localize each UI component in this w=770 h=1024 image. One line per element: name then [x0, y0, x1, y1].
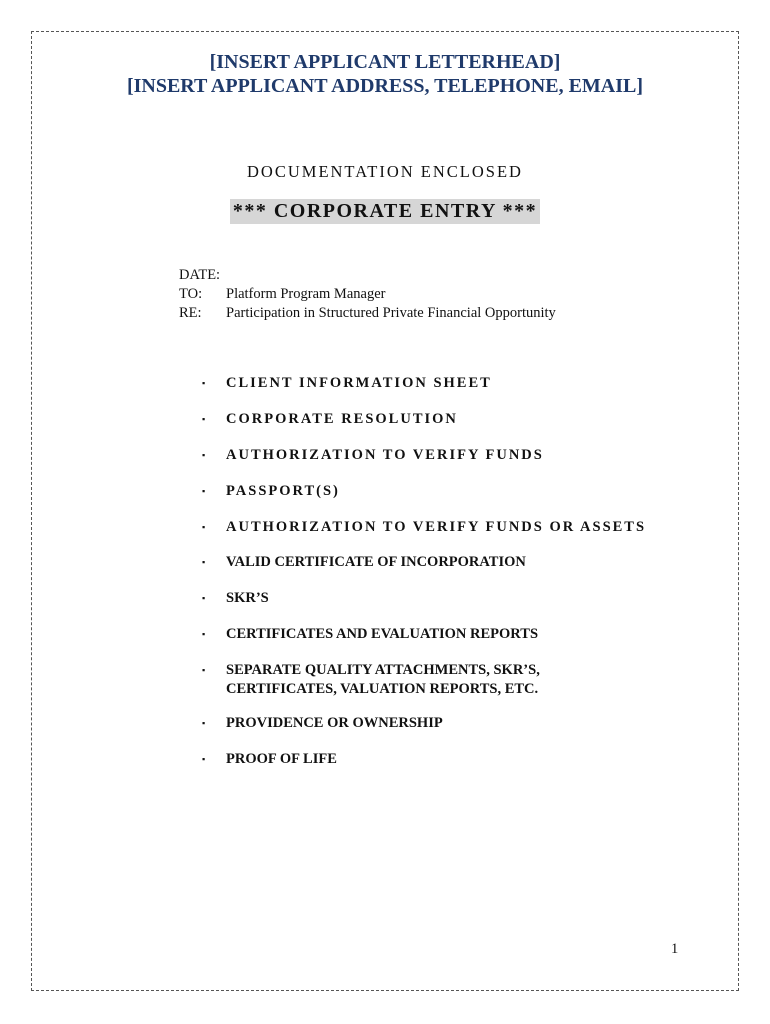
- list-item-text: AUTHORIZATION TO VERIFY FUNDS: [226, 447, 544, 463]
- list-item: [202, 446, 544, 465]
- to-value: Platform Program Manager: [226, 286, 386, 302]
- date-row: [179, 266, 556, 285]
- list-item: [202, 518, 646, 537]
- list-item: [202, 625, 538, 644]
- list-item: [202, 410, 458, 429]
- list-item: [202, 589, 269, 608]
- square-bullet-icon: ▪: [202, 522, 208, 532]
- square-bullet-icon: ▪: [202, 593, 206, 603]
- corporate-entry-label: *** CORPORATE ENTRY ***: [230, 199, 540, 224]
- list-item-text: CORPORATE RESOLUTION: [226, 411, 458, 427]
- memo-header: [179, 266, 556, 323]
- list-item: [202, 714, 443, 733]
- re-row: [179, 304, 556, 323]
- corporate-entry-banner: [0, 199, 770, 224]
- square-bullet-icon: ▪: [202, 414, 208, 424]
- list-item-text: CERTIFICATES AND EVALUATION REPORTS: [226, 626, 539, 642]
- square-bullet-icon: ▪: [202, 450, 208, 460]
- square-bullet-icon: ▪: [202, 754, 206, 764]
- list-item-text: PROOF OF LIFE: [226, 751, 337, 767]
- list-item: [202, 374, 492, 393]
- letterhead-line-1: [INSERT APPLICANT LETTERHEAD]: [209, 51, 561, 73]
- list-item: [202, 661, 540, 699]
- to-row: [179, 285, 556, 304]
- square-bullet-icon: ▪: [202, 665, 206, 675]
- list-item-text-continued: CERTIFICATES, VALUATION REPORTS, ETC.: [226, 681, 539, 697]
- page-number: 1: [671, 941, 679, 957]
- list-item-text: CLIENT INFORMATION SHEET: [226, 375, 492, 391]
- list-item-text: SKR’S: [226, 590, 269, 606]
- square-bullet-icon: ▪: [202, 557, 206, 567]
- list-item: [202, 553, 526, 572]
- list-item-text: PROVIDENCE OR OWNERSHIP: [226, 715, 443, 731]
- list-item-text: VALID CERTIFICATE OF INCORPORATION: [226, 554, 526, 570]
- square-bullet-icon: ▪: [202, 629, 206, 639]
- list-item-text: AUTHORIZATION TO VERIFY FUNDS OR ASSETS: [226, 519, 647, 535]
- letterhead-line-2: [INSERT APPLICANT ADDRESS, TELEPHONE, EMAIL]: [126, 75, 644, 97]
- re-value: Participation in Structured Private Financial Opportunity: [226, 305, 556, 321]
- square-bullet-icon: ▪: [202, 718, 206, 728]
- documentation-enclosed-heading: DOCUMENTATION ENCLOSED: [247, 162, 523, 181]
- to-label: TO:: [179, 286, 203, 302]
- list-item-text: SEPARATE QUALITY ATTACHMENTS, SKR’S,: [226, 662, 540, 678]
- list-item: [202, 750, 337, 769]
- list-item: [202, 482, 340, 501]
- list-item-text: PASSPORT(S): [226, 483, 340, 499]
- re-label: RE:: [179, 305, 202, 321]
- list-item-text-block: [226, 661, 540, 699]
- square-bullet-icon: ▪: [202, 378, 208, 388]
- square-bullet-icon: ▪: [202, 486, 208, 496]
- date-label: DATE:: [179, 267, 221, 283]
